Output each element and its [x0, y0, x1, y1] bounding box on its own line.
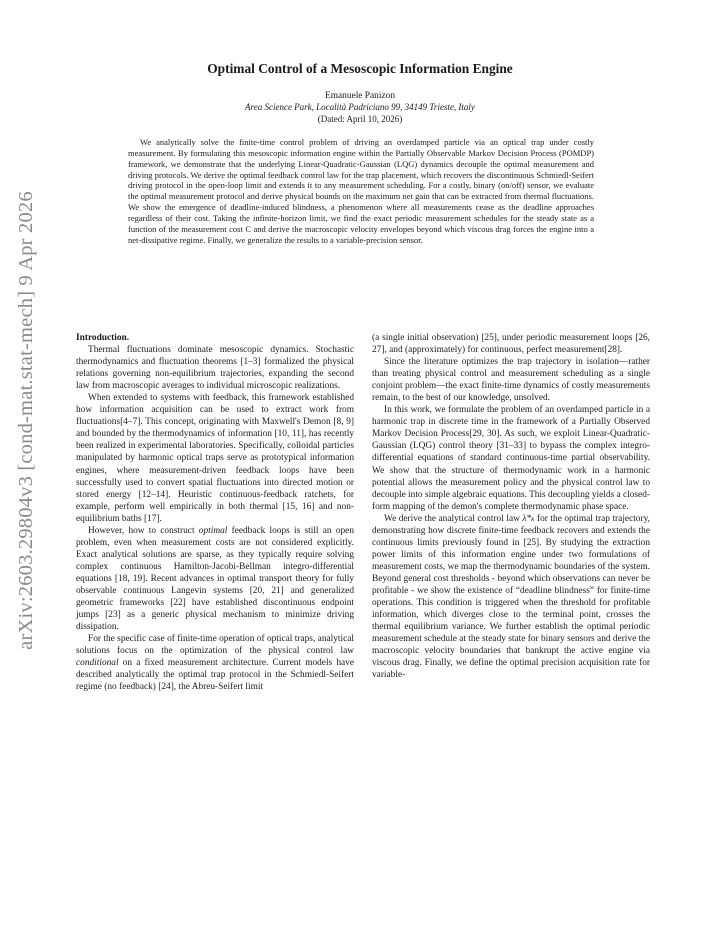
section-heading-introduction: Introduction.: [76, 333, 130, 343]
emphasis: optimal: [198, 525, 228, 536]
paragraph: When extended to systems with feedback, this framework established how information acquisition can be used to extract work from fluctuations[4–7]. This concept, originating with Maxwell's Demon [8, 9] and bounded by the thermodynamics of information [10, 11], has recently been realized in experimental laboratories. Specifically, colloidal particles manipulated by harmonic optical traps serve as prototypical information engines, where measurement-driven feedback loops have been successfully used to convert spatial fluctuations into directed motion or stored energy [12–14]. Heuristic continuous-feedback ratchets, for example, perform well empirically in both thermal [15, 16] and non-equilibrium baths [17].: [76, 393, 354, 524]
paragraph: [372, 513, 650, 682]
paragraph: (a single initial observation) [25], under periodic measurement loops [26, 27], and (approximately) for continuous, perfect measurement[28].: [372, 333, 650, 356]
author-affiliation: Area Science Park, Località Padriciano 99, 34149 Trieste, Italy: [245, 102, 475, 112]
text-run: feedback loops is still an open problem, even when measurement costs are not considered explicitly. Exact analytical solutions are sparse, as they typically require solving complex continuous Hamilton-Jacobi-Bellman integro-differential equations [18, 19]. Recent advances in optimal transport theory for fully observable continuous Langevin systems [20, 21] and generalized geometric frameworks [22] have established discontinuous endpoint jumps [23] as a generic physical mechanism to minimize driving dissipation.: [76, 525, 354, 633]
right-column: [372, 332, 650, 681]
paper-title: Optimal Control of a Mesoscopic Information Engine: [207, 61, 513, 76]
paragraph: [76, 525, 354, 633]
dated-line: (Dated: April 10, 2026): [317, 114, 403, 124]
paragraph: Since the literature optimizes the trap trajectory in isolation—rather than treating physical control and measurement scheduling as a single conjoint problem—the exact finite-time dynamics of costly measurements remain, to the best of our knowledge, unsolved.: [372, 357, 650, 404]
author-name: Emanuele Panizon: [324, 91, 396, 101]
arxiv-stamp: [8, 190, 44, 650]
text-run: on a fixed measurement architecture. Current models have described analytically the optimal trap protocol in the Schmiedl-Seifert regime (no feedback) [24], the Abreu-Seifert limit: [76, 658, 354, 693]
text-run: for the optimal trap trajectory, demonstrating how discrete finite-time feedback recovers and extends the continuous limits previously found in [25]. By studying the extraction power limits of this information engine under two formulations of measurement costs, we map the thermodynamic boundaries of the system. Beyond general cost thresholds - beyond which observations can never be profitable - we show the existence of “deadline blindness” for finite-time operations. This condition is triggered when the threshold for profitable information, which diverges close to the terminal point, crosses the thermal equilibrium variance. We further establish the optimal periodic measurement schedule at the steady state for binary sensors and derive the macroscopic velocity boundaries that bankrupt the active engine via viscous drag. Finally, we define the optimal precision acquisition rate for variable-: [372, 513, 650, 681]
left-column: [76, 332, 354, 693]
text-run: However, how to construct: [88, 525, 199, 536]
math-symbol: λ*ₖ: [522, 513, 535, 524]
emphasis: conditional: [76, 658, 119, 669]
abstract: We analytically solve the finite-time control problem of driving an overdamped particle via an optical trap under costly measurement. By formulating this mesoscopic information engine within the Partially Observable Markov Decision Process (POMDP) framework, we demonstrate that the underlying Linear-Quadratic-Gaussian (LQG) dynamics decouple the optimal measurement and driving protocols. We derive the optimal feedback control law for the trap placement, which recovers the discontinuous Schmiedl-Seifert driving protocol in the open-loop limit and extends it to any measurement scheduling. For a costly, binary (on/off) sensor, we evaluate the optimal measurement protocol and derive physical bounds on the maximum net gain that can be extracted from thermal fluctuations. We show the emergence of deadline-induced blindness, a phenomenon where all measurements cease as the deadline approaches regardless of their cost. Taking the infinite-horizon limit, we find the exact periodic measurement schedules for the steady state as a function of the measurement cost C and derive the macroscopic velocity envelopes beyond which viscous drag forces the engine into a net-dissipative regime. Finally, we generalize the results to a variable-precision sensor.: [128, 137, 594, 245]
text-run: For the specific case of finite-time operation of optical traps, analytical solutions focus on the optimization of the physical control law: [76, 634, 354, 657]
paragraph: [76, 633, 354, 693]
text-run: We derive the analytical control law: [384, 513, 523, 524]
arxiv-identifier: arXiv:2603.29804v3 [cond-mat.stat-mech] 9 Apr 2026: [14, 190, 37, 650]
paragraph: Thermal fluctuations dominate mesoscopic dynamics. Stochastic thermodynamics and fluctuation theorems [1–3] formalized the physical relations governing non-equilibrium trajectories, expanding the second law from macroscopic averages to individual microscopic realizations.: [76, 345, 354, 392]
paragraph: In this work, we formulate the problem of an overdamped particle in a harmonic trap in discrete time in the framework of a Partially Observed Markov Decision Process[29, 30]. As such, we exploit Linear-Quadratic-Gaussian (LQG) control theory [31–33] to bypass the complex integro-differential equations of standard continuous-time partial observability. We show that the structure of thermodynamic work in a harmonic potential allows the measurement policy and the physical control law to decouple into simple algebraic equations. This decoupling yields a closed-form mapping of the demon's complete thermodynamic phase space.: [372, 405, 650, 512]
